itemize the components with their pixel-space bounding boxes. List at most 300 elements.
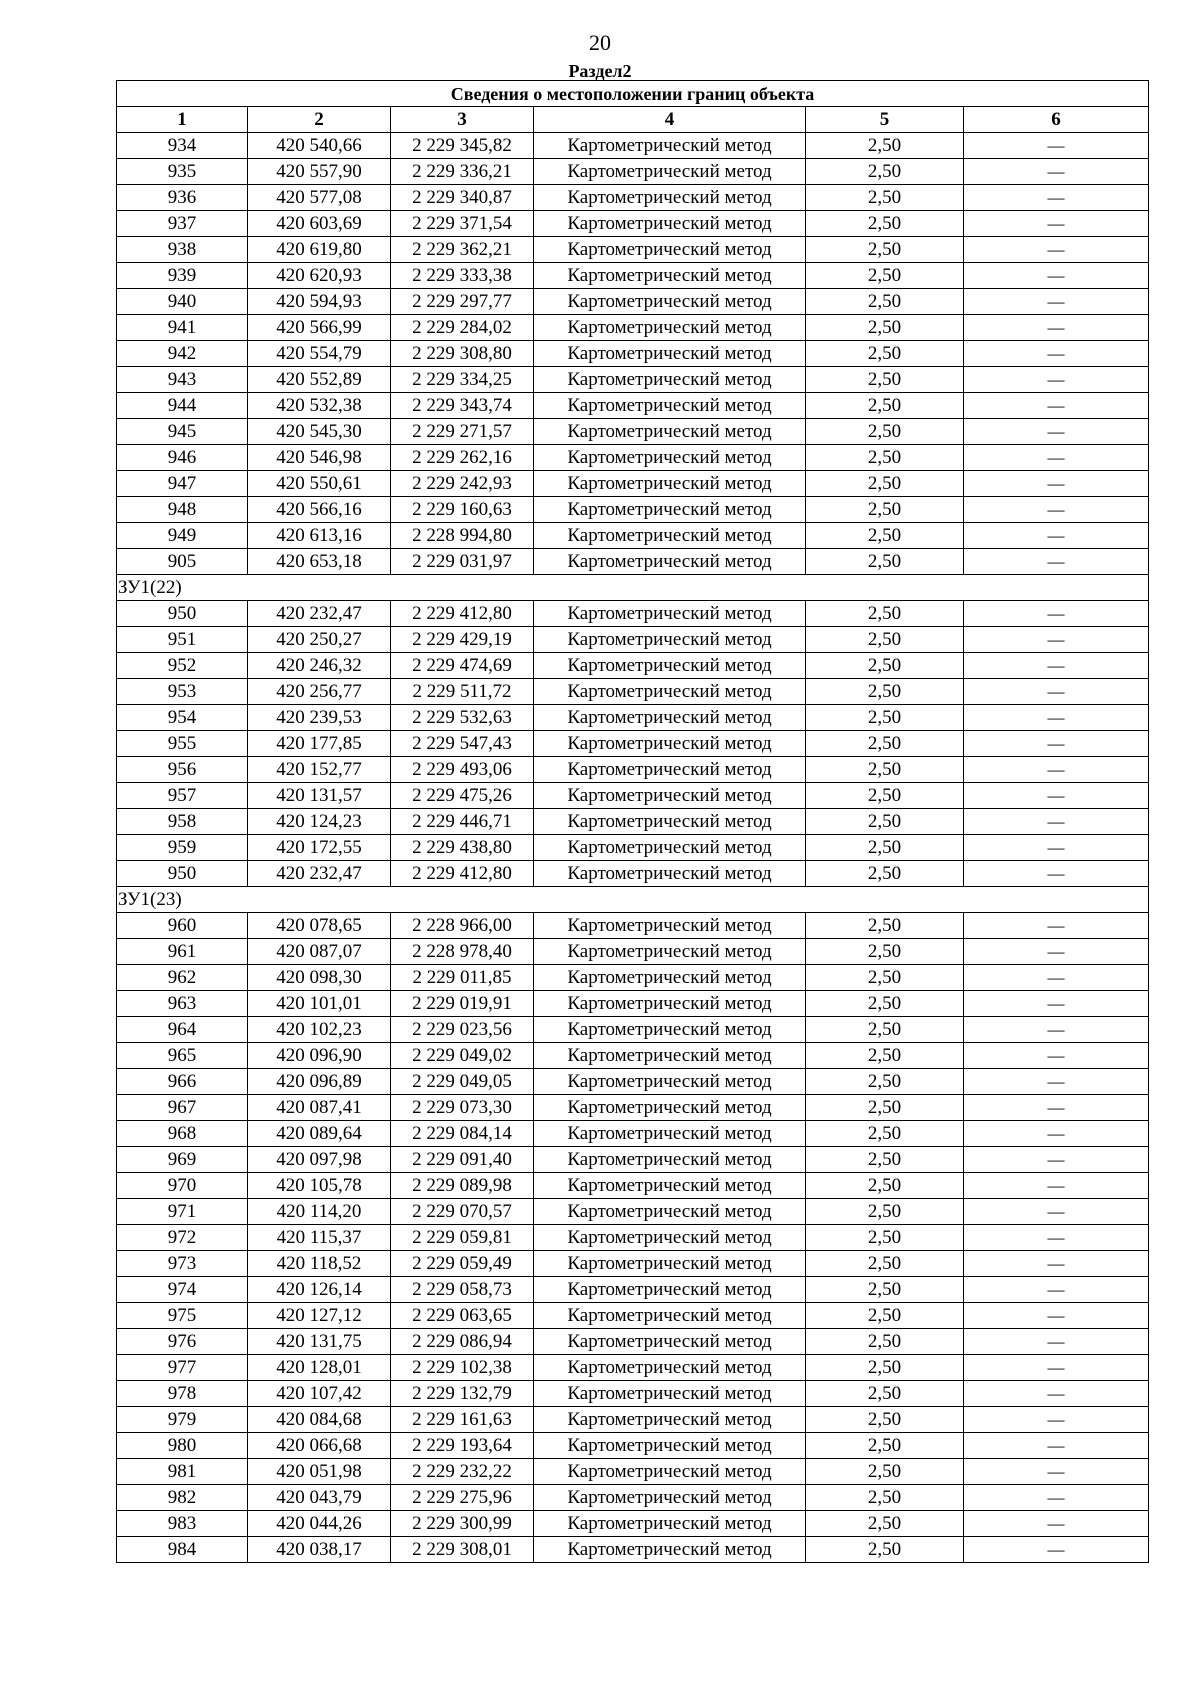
point-number-cell: 953 [117,679,248,705]
accuracy-cell: 2,50 [806,601,964,627]
accuracy-cell: 2,50 [806,731,964,757]
table-row [117,1303,1149,1329]
table-row [117,1433,1149,1459]
method-cell: Картометрический метод [534,1511,806,1537]
note-cell: — [964,315,1149,341]
column-header-6: 6 [964,107,1149,133]
method-cell: Картометрический метод [534,237,806,263]
note-cell: — [964,627,1149,653]
accuracy-cell: 2,50 [806,705,964,731]
point-number-cell: 935 [117,159,248,185]
accuracy-cell: 2,50 [806,367,964,393]
point-number-cell: 952 [117,653,248,679]
note-cell: — [964,1381,1149,1407]
column-header-5: 5 [806,107,964,133]
method-cell: Картометрический метод [534,263,806,289]
method-cell: Картометрический метод [534,315,806,341]
method-cell: Картометрический метод [534,549,806,575]
table-row [117,263,1149,289]
accuracy-cell: 2,50 [806,1459,964,1485]
table-row [117,1537,1149,1563]
point-number-cell: 969 [117,1147,248,1173]
x-coordinate-cell: 420 096,89 [248,1069,391,1095]
note-cell: — [964,133,1149,159]
y-coordinate-cell: 2 229 232,22 [391,1459,534,1485]
accuracy-cell: 2,50 [806,1199,964,1225]
y-coordinate-cell: 2 229 493,06 [391,757,534,783]
method-cell: Картометрический метод [534,965,806,991]
y-coordinate-cell: 2 229 073,30 [391,1095,534,1121]
method-cell: Картометрический метод [534,367,806,393]
x-coordinate-cell: 420 102,23 [248,1017,391,1043]
x-coordinate-cell: 420 603,69 [248,211,391,237]
point-number-cell: 972 [117,1225,248,1251]
y-coordinate-cell: 2 229 091,40 [391,1147,534,1173]
note-cell: — [964,237,1149,263]
note-cell: — [964,809,1149,835]
point-number-cell: 937 [117,211,248,237]
point-number-cell: 967 [117,1095,248,1121]
y-coordinate-cell: 2 229 300,99 [391,1511,534,1537]
accuracy-cell: 2,50 [806,133,964,159]
method-cell: Картометрический метод [534,1095,806,1121]
x-coordinate-cell: 420 239,53 [248,705,391,731]
point-number-cell: 951 [117,627,248,653]
table-title: Сведения о местоположении границ объекта [117,81,1149,107]
y-coordinate-cell: 2 229 058,73 [391,1277,534,1303]
point-number-cell: 945 [117,419,248,445]
y-coordinate-cell: 2 229 275,96 [391,1485,534,1511]
point-number-cell: 938 [117,237,248,263]
x-coordinate-cell: 420 131,75 [248,1329,391,1355]
table-row [117,367,1149,393]
method-cell: Картометрический метод [534,1069,806,1095]
point-number-cell: 964 [117,1017,248,1043]
column-header-3: 3 [391,107,534,133]
x-coordinate-cell: 420 620,93 [248,263,391,289]
accuracy-cell: 2,50 [806,965,964,991]
group-label: ЗУ1(22) [117,575,1149,601]
y-coordinate-cell: 2 229 532,63 [391,705,534,731]
table-row [117,1199,1149,1225]
note-cell: — [964,1485,1149,1511]
method-cell: Картометрический метод [534,393,806,419]
accuracy-cell: 2,50 [806,1303,964,1329]
y-coordinate-cell: 2 229 059,81 [391,1225,534,1251]
x-coordinate-cell: 420 087,41 [248,1095,391,1121]
point-number-cell: 941 [117,315,248,341]
section-label: Раздел2 [568,61,632,81]
y-coordinate-cell: 2 229 308,01 [391,1537,534,1563]
table-row [117,211,1149,237]
table-row [117,757,1149,783]
method-cell: Картометрический метод [534,783,806,809]
table-row [117,1277,1149,1303]
note-cell: — [964,705,1149,731]
x-coordinate-cell: 420 172,55 [248,835,391,861]
accuracy-cell: 2,50 [806,757,964,783]
accuracy-cell: 2,50 [806,1095,964,1121]
table-row [117,601,1149,627]
note-cell: — [964,419,1149,445]
y-coordinate-cell: 2 229 271,57 [391,419,534,445]
point-number-cell: 983 [117,1511,248,1537]
accuracy-cell: 2,50 [806,341,964,367]
point-number-cell: 943 [117,367,248,393]
point-number-cell: 963 [117,991,248,1017]
note-cell: — [964,1225,1149,1251]
point-number-cell: 962 [117,965,248,991]
note-cell: — [964,393,1149,419]
table-row [117,1069,1149,1095]
x-coordinate-cell: 420 532,38 [248,393,391,419]
point-number-cell: 957 [117,783,248,809]
point-number-cell: 946 [117,445,248,471]
method-cell: Картометрический метод [534,1017,806,1043]
accuracy-cell: 2,50 [806,159,964,185]
method-cell: Картометрический метод [534,1121,806,1147]
accuracy-cell: 2,50 [806,497,964,523]
point-number-cell: 966 [117,1069,248,1095]
note-cell: — [964,445,1149,471]
accuracy-cell: 2,50 [806,991,964,1017]
point-number-cell: 979 [117,1407,248,1433]
note-cell: — [964,783,1149,809]
y-coordinate-cell: 2 229 371,54 [391,211,534,237]
accuracy-cell: 2,50 [806,783,964,809]
method-cell: Картометрический метод [534,653,806,679]
table-row [117,1381,1149,1407]
table-row [117,133,1149,159]
method-cell: Картометрический метод [534,731,806,757]
accuracy-cell: 2,50 [806,679,964,705]
accuracy-cell: 2,50 [806,549,964,575]
point-number-cell: 982 [117,1485,248,1511]
note-cell: — [964,679,1149,705]
y-coordinate-cell: 2 229 049,05 [391,1069,534,1095]
x-coordinate-cell: 420 089,64 [248,1121,391,1147]
x-coordinate-cell: 420 107,42 [248,1381,391,1407]
accuracy-cell: 2,50 [806,263,964,289]
table-row [117,679,1149,705]
accuracy-cell: 2,50 [806,939,964,965]
method-cell: Картометрический метод [534,185,806,211]
accuracy-cell: 2,50 [806,1537,964,1563]
note-cell: — [964,1017,1149,1043]
x-coordinate-cell: 420 545,30 [248,419,391,445]
table-row [117,705,1149,731]
accuracy-cell: 2,50 [806,1043,964,1069]
accuracy-cell: 2,50 [806,1485,964,1511]
method-cell: Картометрический метод [534,1537,806,1563]
accuracy-cell: 2,50 [806,1381,964,1407]
accuracy-cell: 2,50 [806,185,964,211]
point-number-cell: 968 [117,1121,248,1147]
note-cell: — [964,523,1149,549]
table-row [117,1355,1149,1381]
y-coordinate-cell: 2 229 412,80 [391,601,534,627]
x-coordinate-cell: 420 038,17 [248,1537,391,1563]
note-cell: — [964,1173,1149,1199]
x-coordinate-cell: 420 131,57 [248,783,391,809]
accuracy-cell: 2,50 [806,835,964,861]
method-cell: Картометрический метод [534,1147,806,1173]
x-coordinate-cell: 420 653,18 [248,549,391,575]
note-cell: — [964,1095,1149,1121]
accuracy-cell: 2,50 [806,809,964,835]
point-number-cell: 950 [117,861,248,887]
y-coordinate-cell: 2 229 084,14 [391,1121,534,1147]
point-number-cell: 975 [117,1303,248,1329]
table-row [117,1511,1149,1537]
point-number-cell: 947 [117,471,248,497]
x-coordinate-cell: 420 250,27 [248,627,391,653]
note-cell: — [964,367,1149,393]
y-coordinate-cell: 2 229 262,16 [391,445,534,471]
note-cell: — [964,939,1149,965]
accuracy-cell: 2,50 [806,315,964,341]
method-cell: Картометрический метод [534,133,806,159]
boundary-coordinates-table [116,80,1149,1563]
x-coordinate-cell: 420 084,68 [248,1407,391,1433]
method-cell: Картометрический метод [534,861,806,887]
x-coordinate-cell: 420 044,26 [248,1511,391,1537]
y-coordinate-cell: 2 229 242,93 [391,471,534,497]
point-number-cell: 981 [117,1459,248,1485]
note-cell: — [964,1537,1149,1563]
table-row [117,1095,1149,1121]
group-header-row [117,887,1149,913]
point-number-cell: 949 [117,523,248,549]
y-coordinate-cell: 2 229 059,49 [391,1251,534,1277]
y-coordinate-cell: 2 229 297,77 [391,289,534,315]
accuracy-cell: 2,50 [806,1017,964,1043]
y-coordinate-cell: 2 229 412,80 [391,861,534,887]
method-cell: Картометрический метод [534,523,806,549]
table-row [117,965,1149,991]
table-row [117,1251,1149,1277]
method-cell: Картометрический метод [534,679,806,705]
method-cell: Картометрический метод [534,341,806,367]
x-coordinate-cell: 420 619,80 [248,237,391,263]
table-row [117,1407,1149,1433]
accuracy-cell: 2,50 [806,211,964,237]
table-row [117,991,1149,1017]
y-coordinate-cell: 2 229 362,21 [391,237,534,263]
table-row [117,419,1149,445]
y-coordinate-cell: 2 229 011,85 [391,965,534,991]
point-number-cell: 976 [117,1329,248,1355]
method-cell: Картометрический метод [534,1433,806,1459]
x-coordinate-cell: 420 128,01 [248,1355,391,1381]
x-coordinate-cell: 420 557,90 [248,159,391,185]
accuracy-cell: 2,50 [806,1511,964,1537]
x-coordinate-cell: 420 124,23 [248,809,391,835]
x-coordinate-cell: 420 566,16 [248,497,391,523]
group-label: ЗУ1(23) [117,887,1149,913]
method-cell: Картометрический метод [534,289,806,315]
method-cell: Картометрический метод [534,1277,806,1303]
method-cell: Картометрический метод [534,1459,806,1485]
y-coordinate-cell: 2 229 023,56 [391,1017,534,1043]
table-row [117,1329,1149,1355]
method-cell: Картометрический метод [534,913,806,939]
method-cell: Картометрический метод [534,991,806,1017]
note-cell: — [964,211,1149,237]
y-coordinate-cell: 2 229 019,91 [391,991,534,1017]
x-coordinate-cell: 420 114,20 [248,1199,391,1225]
point-number-cell: 939 [117,263,248,289]
y-coordinate-cell: 2 229 031,97 [391,549,534,575]
table-row [117,1225,1149,1251]
y-coordinate-cell: 2 229 161,63 [391,1407,534,1433]
note-cell: — [964,159,1149,185]
table-row [117,393,1149,419]
method-cell: Картометрический метод [534,1225,806,1251]
point-number-cell: 956 [117,757,248,783]
table-row [117,445,1149,471]
table-head [117,81,1149,133]
x-coordinate-cell: 420 096,90 [248,1043,391,1069]
table-row [117,289,1149,315]
x-coordinate-cell: 420 078,65 [248,913,391,939]
table-row [117,523,1149,549]
x-coordinate-cell: 420 115,37 [248,1225,391,1251]
method-cell: Картометрический метод [534,1485,806,1511]
table-row [117,1485,1149,1511]
method-cell: Картометрический метод [534,211,806,237]
method-cell: Картометрический метод [534,809,806,835]
column-header-4: 4 [534,107,806,133]
note-cell: — [964,1277,1149,1303]
note-cell: — [964,1251,1149,1277]
note-cell: — [964,1407,1149,1433]
table-row [117,159,1149,185]
table-row [117,237,1149,263]
table-row [117,497,1149,523]
method-cell: Картометрический метод [534,1199,806,1225]
y-coordinate-cell: 2 229 345,82 [391,133,534,159]
y-coordinate-cell: 2 229 089,98 [391,1173,534,1199]
x-coordinate-cell: 420 043,79 [248,1485,391,1511]
x-coordinate-cell: 420 256,77 [248,679,391,705]
x-coordinate-cell: 420 613,16 [248,523,391,549]
accuracy-cell: 2,50 [806,913,964,939]
note-cell: — [964,289,1149,315]
point-number-cell: 954 [117,705,248,731]
point-number-cell: 905 [117,549,248,575]
y-coordinate-cell: 2 229 284,02 [391,315,534,341]
table-row [117,471,1149,497]
x-coordinate-cell: 420 097,98 [248,1147,391,1173]
point-number-cell: 974 [117,1277,248,1303]
method-cell: Картометрический метод [534,835,806,861]
column-header-1: 1 [117,107,248,133]
x-coordinate-cell: 420 127,12 [248,1303,391,1329]
table-row [117,861,1149,887]
accuracy-cell: 2,50 [806,1069,964,1095]
x-coordinate-cell: 420 566,99 [248,315,391,341]
note-cell: — [964,471,1149,497]
note-cell: — [964,1121,1149,1147]
method-cell: Картометрический метод [534,627,806,653]
note-cell: — [964,731,1149,757]
accuracy-cell: 2,50 [806,1225,964,1251]
accuracy-cell: 2,50 [806,523,964,549]
accuracy-cell: 2,50 [806,1433,964,1459]
method-cell: Картометрический метод [534,939,806,965]
y-coordinate-cell: 2 229 340,87 [391,185,534,211]
x-coordinate-cell: 420 087,07 [248,939,391,965]
point-number-cell: 961 [117,939,248,965]
point-number-cell: 965 [117,1043,248,1069]
y-coordinate-cell: 2 229 308,80 [391,341,534,367]
accuracy-cell: 2,50 [806,1329,964,1355]
point-number-cell: 959 [117,835,248,861]
y-coordinate-cell: 2 229 049,02 [391,1043,534,1069]
x-coordinate-cell: 420 550,61 [248,471,391,497]
table-row [117,1147,1149,1173]
method-cell: Картометрический метод [534,1043,806,1069]
table-row [117,913,1149,939]
y-coordinate-cell: 2 229 334,25 [391,367,534,393]
method-cell: Картометрический метод [534,1303,806,1329]
y-coordinate-cell: 2 229 446,71 [391,809,534,835]
table-row [117,1173,1149,1199]
point-number-cell: 950 [117,601,248,627]
x-coordinate-cell: 420 126,14 [248,1277,391,1303]
x-coordinate-cell: 420 105,78 [248,1173,391,1199]
x-coordinate-cell: 420 577,08 [248,185,391,211]
method-cell: Картометрический метод [534,601,806,627]
method-cell: Картометрический метод [534,1173,806,1199]
point-number-cell: 940 [117,289,248,315]
table-row [117,835,1149,861]
point-number-cell: 948 [117,497,248,523]
method-cell: Картометрический метод [534,445,806,471]
table-row [117,1121,1149,1147]
x-coordinate-cell: 420 066,68 [248,1433,391,1459]
accuracy-cell: 2,50 [806,1147,964,1173]
note-cell: — [964,835,1149,861]
note-cell: — [964,861,1149,887]
note-cell: — [964,991,1149,1017]
y-coordinate-cell: 2 229 160,63 [391,497,534,523]
note-cell: — [964,653,1149,679]
accuracy-cell: 2,50 [806,289,964,315]
accuracy-cell: 2,50 [806,1121,964,1147]
table-row [117,939,1149,965]
point-number-cell: 977 [117,1355,248,1381]
note-cell: — [964,965,1149,991]
y-coordinate-cell: 2 229 336,21 [391,159,534,185]
x-coordinate-cell: 420 246,32 [248,653,391,679]
y-coordinate-cell: 2 229 438,80 [391,835,534,861]
method-cell: Картометрический метод [534,497,806,523]
column-header-2: 2 [248,107,391,133]
y-coordinate-cell: 2 229 474,69 [391,653,534,679]
table-row [117,1017,1149,1043]
table-row [117,627,1149,653]
y-coordinate-cell: 2 228 978,40 [391,939,534,965]
method-cell: Картометрический метод [534,757,806,783]
column-header-row [117,107,1149,133]
method-cell: Картометрический метод [534,159,806,185]
point-number-cell: 958 [117,809,248,835]
y-coordinate-cell: 2 229 063,65 [391,1303,534,1329]
x-coordinate-cell: 420 101,01 [248,991,391,1017]
x-coordinate-cell: 420 098,30 [248,965,391,991]
